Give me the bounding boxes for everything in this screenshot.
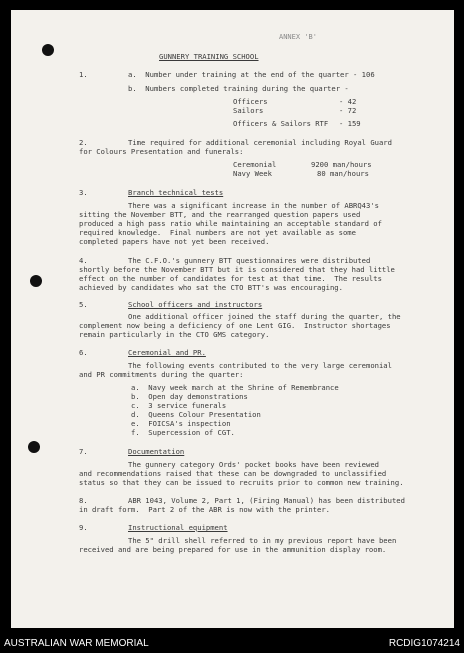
text-line: The gunnery category Ords' pocket books have been reviewed bbox=[128, 460, 379, 469]
text-line: and PR commitments during the quarter: bbox=[79, 370, 244, 379]
stat-label: Navy Week bbox=[233, 169, 272, 178]
text-line: The C.F.O.'s gunnery BTT questionnaires were distributed bbox=[128, 256, 371, 265]
stat-label: Officers bbox=[233, 97, 268, 106]
text-line: The following events contributed to the very large ceremonial bbox=[128, 361, 392, 370]
list-item: e. FOICSA's inspection bbox=[131, 419, 231, 428]
text-line: ABR 1043, Volume 2, Part 1, (Firing Manual) has been distributed bbox=[128, 496, 405, 505]
footer-id: RCDIG1074214 bbox=[388, 638, 460, 649]
stat-value: 9200 man/hours bbox=[311, 160, 372, 169]
punch-hole bbox=[28, 441, 40, 453]
text-line: required knowledge. Final numbers are not yet available as some bbox=[79, 228, 356, 237]
list-item: f. Supercession of CGT. bbox=[131, 428, 235, 437]
text-line: complement now being a deficiency of one Lent GIG. Instructor shortages bbox=[79, 321, 391, 330]
text-line: achieved by candidates who sat the CTO BTT's was encouraging. bbox=[79, 283, 343, 292]
stat-label: Sailors bbox=[233, 106, 264, 115]
text-line: in draft form. Part 2 of the ABR is now with the printer. bbox=[79, 505, 330, 514]
annex-stamp: ANNEX 'B' bbox=[279, 33, 317, 41]
section-heading: Documentation bbox=[128, 447, 185, 456]
section-heading: Instructional equipment bbox=[128, 523, 228, 532]
section-number: 2. bbox=[79, 138, 88, 147]
text-line: completed papers have not yet been received. bbox=[79, 237, 270, 246]
list-item: a. Navy week march at the Shrine of Remembrance bbox=[131, 383, 339, 392]
list-item: d. Queens Colour Presentation bbox=[131, 410, 261, 419]
page-title: GUNNERY TRAINING SCHOOL bbox=[159, 52, 259, 61]
section-heading: Ceremonial and PR. bbox=[128, 348, 206, 357]
stat-label: Ceremonial bbox=[233, 160, 277, 169]
list-item: b. Open day demonstrations bbox=[131, 392, 248, 401]
punch-hole bbox=[30, 275, 42, 287]
list-item: c. 3 service funerals bbox=[131, 401, 227, 410]
section-heading: School officers and instructors bbox=[128, 300, 263, 309]
text-line: remain particularly in the CTO GMS category. bbox=[79, 330, 270, 339]
section-heading: Branch technical tests bbox=[128, 188, 224, 197]
punch-hole bbox=[42, 44, 54, 56]
section-number: 1. bbox=[79, 70, 88, 79]
text-line: b. Numbers completed training during the quarter - bbox=[128, 84, 349, 93]
section-number: 3. bbox=[79, 188, 88, 197]
text-line: shortly before the November BTT but it is considered that they had little bbox=[79, 265, 395, 274]
stat-value: 80 man/hours bbox=[317, 169, 369, 178]
stat-value: - 72 bbox=[339, 106, 357, 115]
text-line: Time required for additional ceremonial including Royal Guard bbox=[128, 138, 392, 147]
section-number: 4. bbox=[79, 256, 88, 265]
stat-value: - 159 bbox=[339, 119, 361, 128]
text-line: and recommendations raised that these can be downgraded to unclassified bbox=[79, 469, 387, 478]
text-line: There was a significant increase in the number of ABRQ43's bbox=[128, 201, 379, 210]
text-line: status so that they can be issued to recruits prior to common new training. bbox=[79, 478, 404, 487]
text-line: effect on the number of candidates for test at that time. The results bbox=[79, 274, 382, 283]
stat-label: Officers & Sailors RTF bbox=[233, 119, 329, 128]
footer-bar bbox=[0, 632, 464, 653]
text-line: a. Number under training at the end of the quarter - 106 bbox=[128, 70, 375, 79]
text-line: received and are being prepared for use in the ammunition display room. bbox=[79, 545, 387, 554]
section-number: 5. bbox=[79, 300, 88, 309]
footer-source: AUSTRALIAN WAR MEMORIAL bbox=[4, 638, 149, 649]
text-line: for Colours Presentation and funerals: bbox=[79, 147, 244, 156]
document-page bbox=[11, 10, 454, 628]
text-line: sitting the November BTT, and the rearranged question papers used bbox=[79, 210, 361, 219]
text-line: The 5" drill shell referred to in my previous report have been bbox=[128, 536, 397, 545]
section-number: 8. bbox=[79, 496, 88, 505]
stat-value: - 42 bbox=[339, 97, 357, 106]
section-number: 6. bbox=[79, 348, 88, 357]
section-number: 7. bbox=[79, 447, 88, 456]
text-line: One additional officer joined the staff during the quarter, the bbox=[128, 312, 401, 321]
section-number: 9. bbox=[79, 523, 88, 532]
text-line: produced a high pass ratio while maintaining an acceptable standard of bbox=[79, 219, 382, 228]
